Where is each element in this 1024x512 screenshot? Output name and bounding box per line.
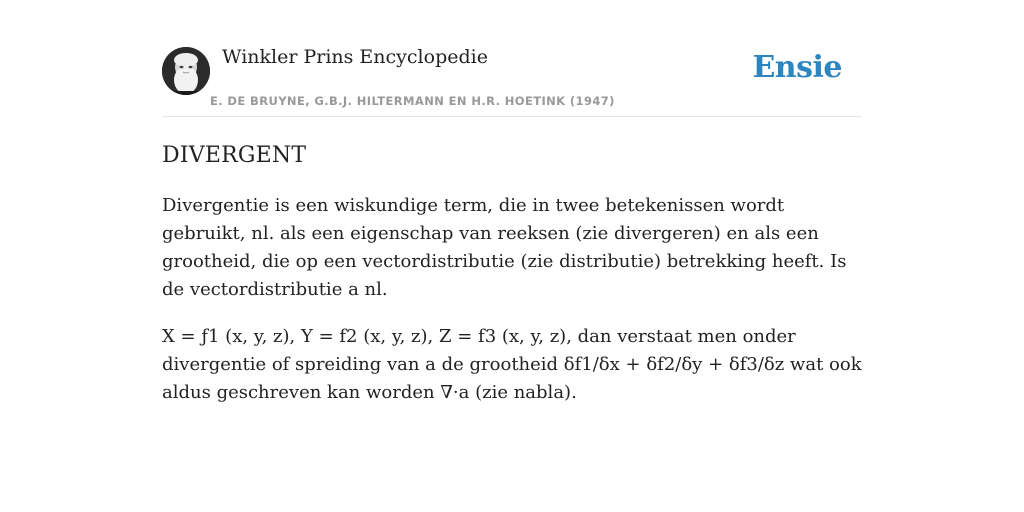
source-header [162, 0, 862, 117]
article-paragraph: X = ƒ1 (x, y, z), Y = f2 (x, y, z), Z = f3 (x, y, z), dan verstaat men onder divergentie of spreiding van a de grootheid δf1/δx + δf2/δy + δf3/δz wat ook aldus geschreven kan worden ∇·a (zie nabla). [162, 326, 862, 403]
page-content [162, 0, 862, 407]
source-authors: E. DE BRUYNE, G.B.J. HILTERMANN EN H.R. HOETINK (1947) [210, 94, 615, 108]
bearded-man-portrait-icon [162, 47, 210, 95]
article-paragraph: Divergentie is een wiskundige term, die in twee betekenissen wordt gebruikt, nl. als een eigenschap van reeksen (zie divergeren) en als een grootheid, die op een vectordistributie (zie distributie) betrekking heeft. Is de vectordistributie a nl. [162, 195, 847, 300]
source-title[interactable]: Winkler Prins Encyclopedie [222, 46, 488, 68]
article-headword: DIVERGENT [162, 143, 307, 168]
ensie-logo-link[interactable]: Ensie [752, 50, 842, 85]
avatar[interactable] [162, 47, 210, 95]
